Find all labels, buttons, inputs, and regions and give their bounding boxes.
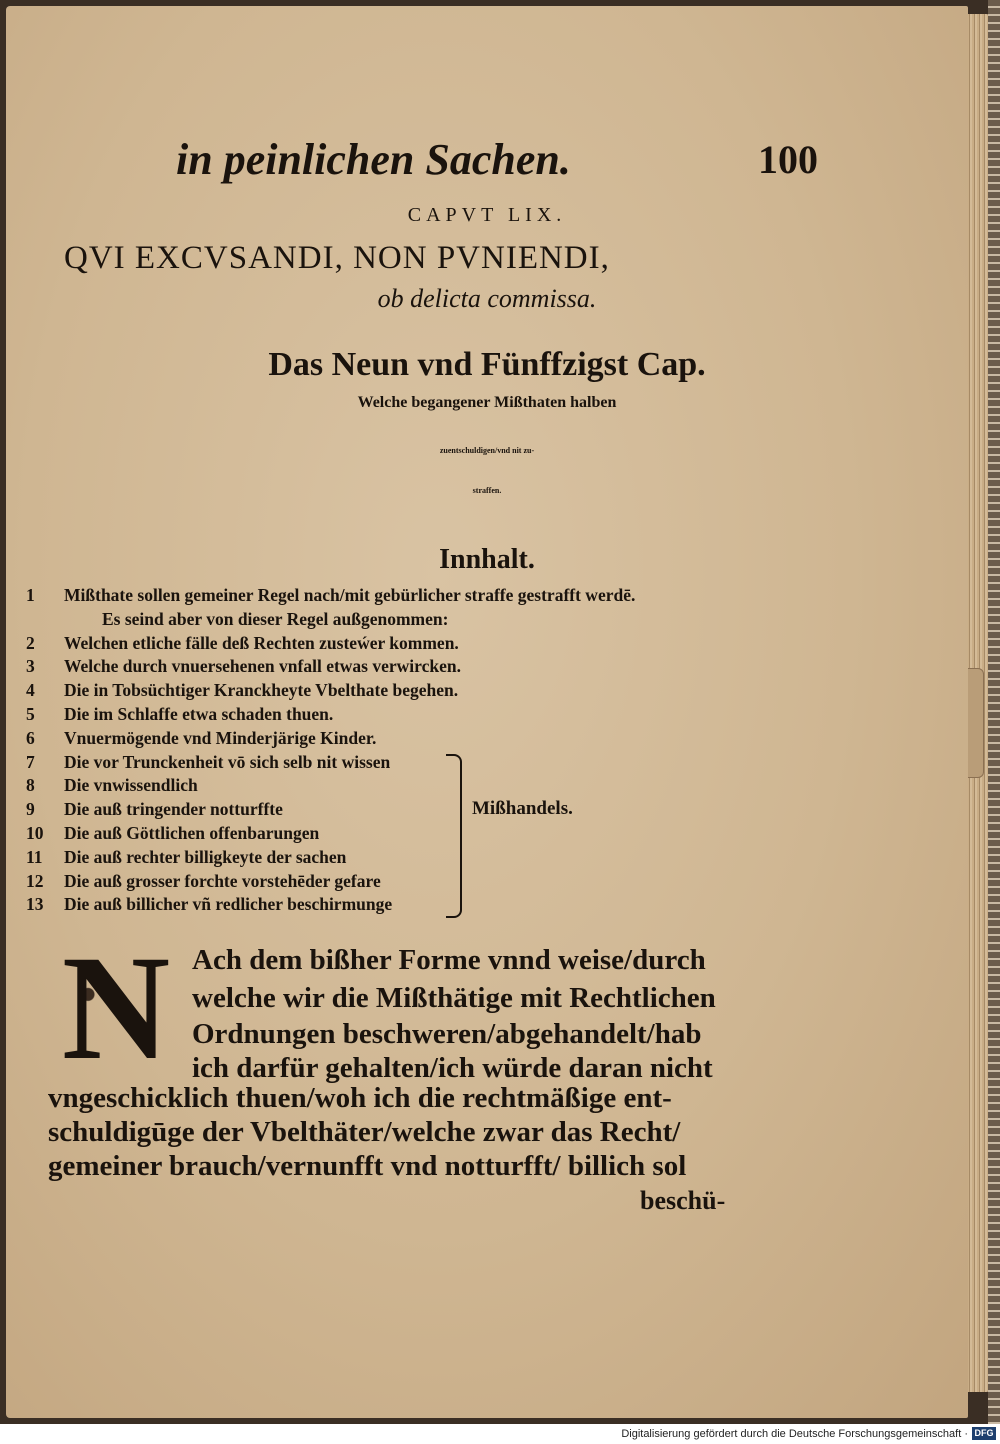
contents-item xyxy=(26,751,946,775)
item-text: Die auß tringender notturffte xyxy=(64,799,283,820)
body-line: welche wir die Mißthätige mit Rechtlichen xyxy=(192,982,716,1014)
contents-heading: Innhalt. xyxy=(439,544,535,575)
contents-item xyxy=(26,703,946,727)
item-number: 5 xyxy=(26,703,35,724)
item-text: Die im Schlaffe etwa schaden thuen. xyxy=(64,703,334,724)
item-text: Welchen etliche fälle deß Rechten zusteẃer kommen. xyxy=(64,632,459,653)
contents-item xyxy=(26,893,946,917)
contents-item xyxy=(26,822,946,846)
contents-item xyxy=(26,870,946,894)
item-number: 11 xyxy=(26,846,43,867)
german-title-line: zuentschuldigen/vnd nit zu- xyxy=(439,446,535,455)
contents-item xyxy=(26,727,946,751)
contents-item xyxy=(26,655,946,679)
item-number: 13 xyxy=(26,894,44,915)
item-number: 8 xyxy=(26,775,35,796)
latin-title: QVI EXCVSANDI, NON PVNIENDI, xyxy=(64,240,610,276)
contents-item xyxy=(26,774,946,798)
contents-item xyxy=(26,632,946,656)
item-number: 2 xyxy=(26,632,35,653)
latin-subtitle: ob delicta commissa. xyxy=(377,284,597,313)
body-line: schuldigūge der Vbelthäter/welche zwar das Recht/ xyxy=(48,1116,681,1148)
contents-list xyxy=(26,584,946,917)
item-text: Die vor Trunckenheit vō sich selb nit wissen xyxy=(64,751,391,772)
body-line: vngeschicklich thuen/woh ich die rechtmäßige ent- xyxy=(48,1082,672,1114)
body-line: ich darfür gehalten/ich würde daran nicht xyxy=(192,1052,713,1084)
item-text: Die vnwissendlich xyxy=(64,775,198,796)
item-text: Mißthate sollen gemeiner Regel nach/mit gebürlicher straffe gestrafft werdē. xyxy=(64,585,636,605)
item-text: Vnuermögende vnd Minderjärige Kinder. xyxy=(64,727,377,748)
item-number: 10 xyxy=(26,822,44,843)
bracket-label: Mißhandels. xyxy=(472,798,573,819)
item-number: 7 xyxy=(26,751,35,772)
german-title-line: Welche begangener Mißthaten halben xyxy=(357,394,617,411)
item-number: 4 xyxy=(26,680,35,701)
decorated-initial: N xyxy=(46,940,186,1076)
footer-bar xyxy=(0,1424,1000,1444)
item-number: 6 xyxy=(26,727,35,748)
item-number: 9 xyxy=(26,799,35,820)
item-number: 12 xyxy=(26,870,44,891)
scan-ruler xyxy=(988,0,1000,1424)
contents-item xyxy=(26,584,946,608)
contents-item xyxy=(26,679,946,703)
curly-bracket xyxy=(446,754,462,918)
item-text: Die auß grosser forchte vorstehēder gefare xyxy=(64,870,381,891)
contents-item xyxy=(26,846,946,870)
item-text: Die in Tobsüchtiger Kranckheyte Vbelthate begehen. xyxy=(64,680,459,701)
item-text: Die auß rechter billigkeyte der sachen xyxy=(64,846,347,867)
item-text: Die auß Göttlichen offenbarungen xyxy=(64,822,320,843)
book-page xyxy=(6,6,968,1418)
body-line: Ach dem bißher Forme vnnd weise/durch xyxy=(192,944,706,976)
german-chapter: Das Neun vnd Fünffzigst Cap. xyxy=(268,346,706,383)
item-text: Welche durch vnuersehenen vnfall etwas verwircken. xyxy=(64,656,461,677)
item-number: 1 xyxy=(26,585,35,605)
dfg-logo: DFG xyxy=(972,1427,996,1440)
item-number: 3 xyxy=(26,656,35,677)
item-text: Die auß billicher vñ redlicher beschirmunge xyxy=(64,894,393,915)
caput-number: CAPVT LIX. xyxy=(407,204,567,226)
page-number: 100 xyxy=(758,137,818,182)
contents-item xyxy=(26,608,946,632)
german-title-line: straffen. xyxy=(472,486,502,495)
body-line: gemeiner brauch/vernunfft vnd notturfft/ billich sol xyxy=(48,1150,687,1182)
catchword: beschü- xyxy=(640,1186,726,1215)
item-text: Es seind aber von dieser Regel außgenommen: xyxy=(102,608,449,629)
footer-credit: Digitalisierung gefördert durch die Deutsche Forschungsgemeinschaft · xyxy=(621,1428,968,1440)
body-line: Ordnungen beschweren/abgehandelt/hab xyxy=(192,1018,702,1050)
running-head: in peinlichen Sachen. xyxy=(176,135,571,184)
